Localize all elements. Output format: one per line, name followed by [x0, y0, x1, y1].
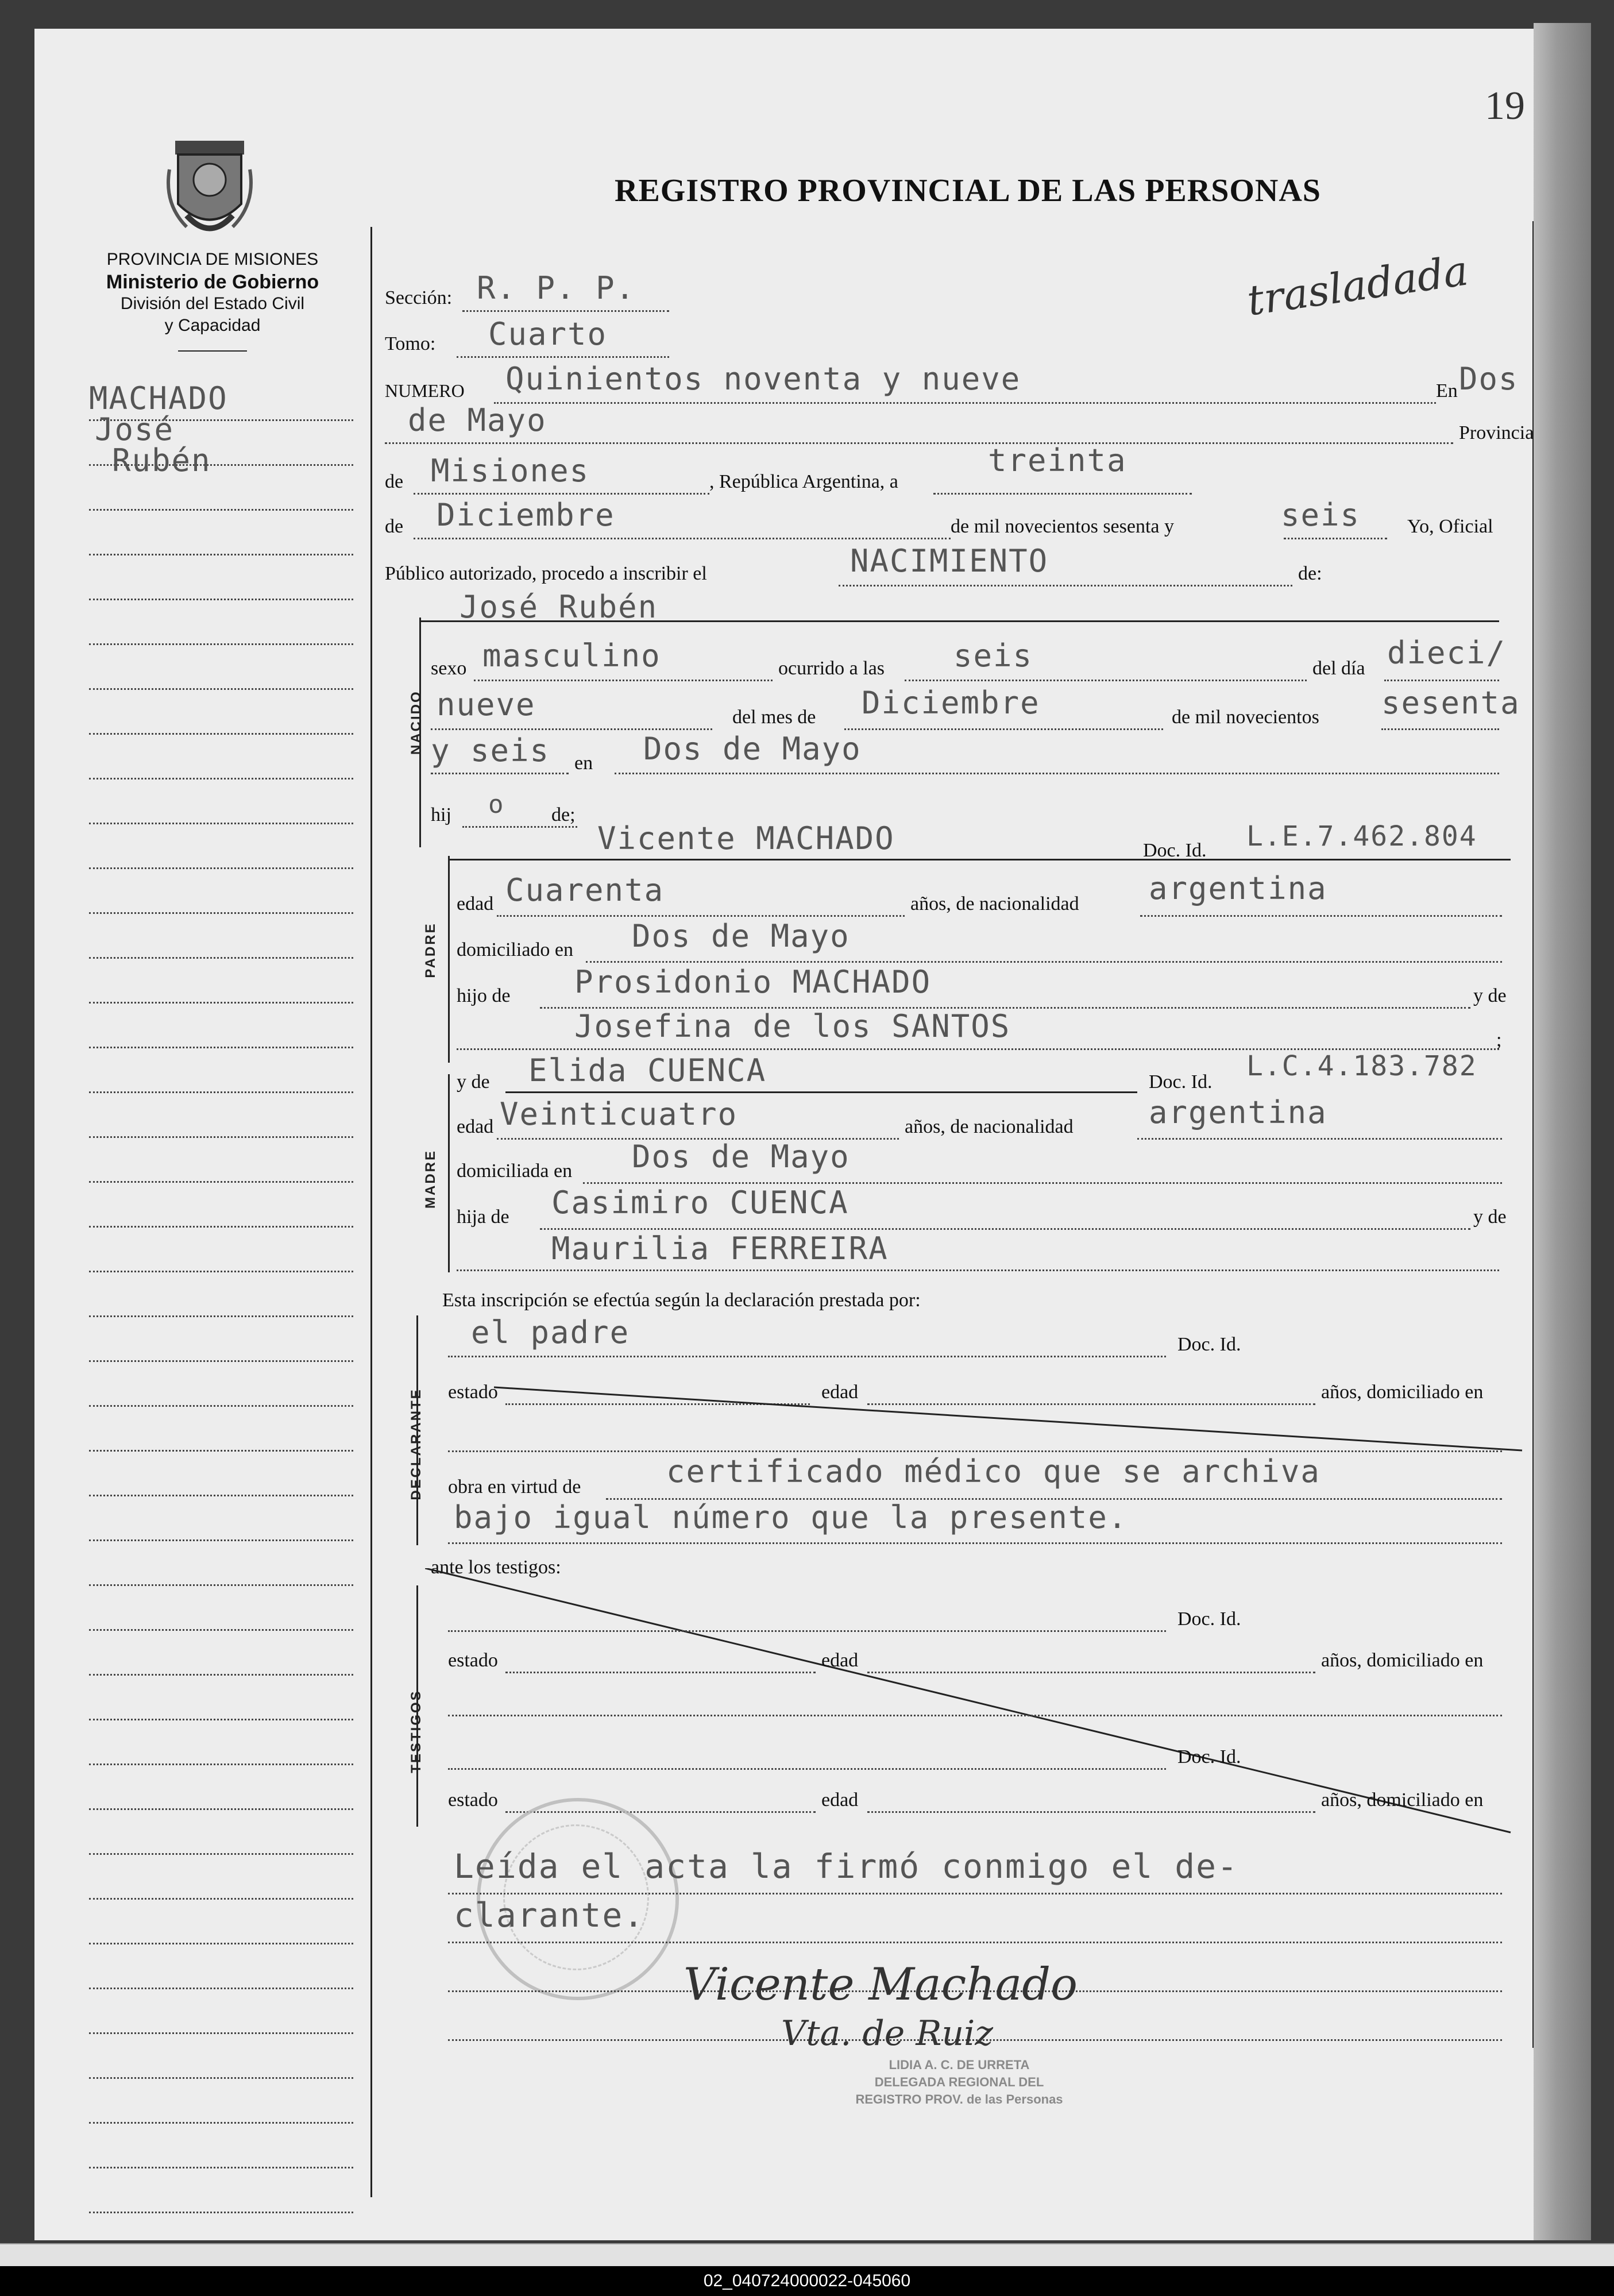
sexo-line [474, 680, 773, 681]
margin-rule [89, 778, 353, 780]
margin-rule [89, 509, 353, 511]
page-title: REGISTRO PROVINCIAL DE LAS PERSONAS [615, 173, 1321, 209]
testigo1-anios-label: años, domiciliado en [1321, 1650, 1484, 1671]
province-value: Misiones [431, 453, 590, 489]
madre-dom-line [583, 1182, 1502, 1184]
ministry-label: Ministerio de Gobierno [106, 271, 319, 293]
padre-edad-line [497, 915, 905, 917]
mil-label: de mil novecientos [1172, 707, 1319, 728]
numero-value: Quinientos noventa y nueve [505, 361, 1021, 397]
testigo1-edad-line [867, 1672, 1315, 1673]
page-bottom-edge [0, 2243, 1614, 2267]
margin-rule [89, 823, 353, 824]
testigo2-edad-line [867, 1811, 1315, 1813]
dia-line [1384, 680, 1499, 681]
margin-rule [89, 554, 353, 555]
margin-rule [89, 1898, 353, 1900]
margin-rule [89, 599, 353, 600]
margin-rule [89, 1226, 353, 1228]
padre-dom-value: Dos de Mayo [632, 918, 850, 954]
de-colon-label: de: [1298, 563, 1322, 584]
tomo-value: Cuarto [488, 316, 608, 352]
book-spine [1534, 23, 1591, 2240]
numero-label: NUMERO [385, 380, 465, 401]
testigo2-estado-label: estado [448, 1789, 498, 1811]
register-page [34, 29, 1534, 2240]
testigo1-name-line [448, 1630, 1166, 1632]
margin-second-name: Rubén [112, 442, 211, 479]
sexo-label: sexo [431, 658, 467, 679]
margin-rule [89, 1181, 353, 1183]
declarante-extra-line [448, 1450, 1502, 1452]
margin-rule [89, 1584, 353, 1586]
padre-dom-line [586, 961, 1502, 963]
official-stamp-line-2: DELEGADA REGIONAL DEL [874, 2075, 1044, 2089]
nacido-section-label: NACIDO [408, 690, 424, 755]
madre-hija-line [540, 1228, 1470, 1230]
madre-madre-value: Maurilia FERREIRA [551, 1230, 889, 1267]
de-label-2: de [385, 516, 404, 537]
lugar-value: Dos de Mayo [643, 731, 862, 767]
margin-rule [89, 1091, 353, 1093]
year-label: de mil novecientos sesenta y [951, 516, 1175, 537]
madre-yde-label: y de [457, 1071, 490, 1093]
tomo-label: Tomo: [385, 333, 436, 354]
madre-section-label: MADRE [423, 1149, 438, 1209]
padre-edad-value: Cuarenta [505, 872, 665, 908]
margin-rule [89, 867, 353, 869]
hora-value: seis [953, 638, 1033, 674]
en-value-cont: de Mayo [408, 402, 547, 438]
testigo2-doc-label: Doc. Id. [1177, 1746, 1241, 1768]
margin-rule [89, 1315, 353, 1317]
province-line [414, 493, 709, 495]
margin-rule [89, 1988, 353, 1989]
closing-line-1 [448, 1893, 1502, 1894]
anio-cont-line [431, 773, 569, 774]
form-left-border [370, 227, 372, 2197]
margin-rule [89, 1271, 353, 1272]
testigo2-anios-label: años, domiciliado en [1321, 1789, 1484, 1811]
padre-left-border [448, 856, 450, 1063]
hij-de-label: de; [551, 804, 576, 825]
margin-rule [89, 1719, 353, 1720]
closing-line-2 [448, 1942, 1502, 1943]
margin-rule [89, 1674, 353, 1676]
place-line [385, 442, 1453, 444]
declarante-anios-label: años, domiciliado en [1321, 1382, 1484, 1403]
declarante-crossout [494, 1384, 1528, 1453]
margin-rule [89, 1405, 353, 1407]
margin-rule [89, 1002, 353, 1004]
madre-left-border [448, 1074, 450, 1272]
declarante-intro: Esta inscripción se efectúa según la declaración prestada por: [442, 1290, 921, 1311]
ocurrido-label: ocurrido a las [778, 658, 885, 679]
tomo-line [457, 356, 669, 358]
padre-nac-label: años, de nacionalidad [910, 893, 1079, 914]
margin-rule [89, 1360, 353, 1362]
image-caption: 02_040724000022-045060 [0, 2266, 1614, 2296]
province-label: PROVINCIA DE MISIONES [106, 250, 319, 269]
month-line [414, 538, 951, 539]
official-signature: Vta. de Ruiz [781, 2013, 993, 2054]
padre-dom-label: domiciliado en [457, 939, 574, 960]
padre-doc-value: L.E.7.462.804 [1246, 820, 1477, 852]
division-label: División del Estado Civil [120, 294, 305, 313]
en-label: En [1436, 380, 1458, 402]
declarante-estado-label: estado [448, 1382, 498, 1403]
margin-rule [89, 1047, 353, 1048]
margin-rule [89, 1853, 353, 1855]
obra-value-cont: bajo igual número que la presente. [454, 1499, 1128, 1535]
padre-doc-label: Doc. Id. [1143, 840, 1207, 861]
padre-section-label: PADRE [423, 922, 438, 978]
dia-value-cont: nueve [437, 686, 536, 723]
margin-rule [89, 733, 353, 735]
margin-rule [89, 1495, 353, 1496]
coat-of-arms-icon [164, 135, 256, 244]
margin-rule [89, 2122, 353, 2124]
margin-surname: MACHADO [89, 380, 228, 416]
madre-edad-value: Veinticuatro [500, 1096, 738, 1132]
de-label-1: de [385, 471, 404, 492]
obra-value: certificado médico que se archiva [666, 1453, 1320, 1489]
obra-label: obra en virtud de [448, 1476, 581, 1498]
margin-rule [89, 2077, 353, 2079]
seccion-label: Sección: [385, 287, 453, 308]
margin-rule [89, 1539, 353, 1541]
obra-cont-line [448, 1542, 1502, 1544]
anio-line [1381, 728, 1499, 730]
dia-value: dieci/ [1387, 635, 1507, 671]
margin-rule [89, 688, 353, 690]
testigo1-estado-line [505, 1672, 816, 1673]
day-value: treinta [988, 442, 1127, 479]
margin-rule [89, 1764, 353, 1765]
padre-nac-value: argentina [1149, 870, 1327, 906]
del-dia-label: del día [1312, 658, 1365, 679]
testigos-section-label: TESTIGOS [408, 1689, 424, 1773]
margin-rule [89, 2167, 353, 2168]
sexo-value: masculino [482, 638, 661, 674]
margin-rule [89, 1629, 353, 1631]
hij-line [462, 826, 577, 828]
declarante-section-label: DECLARANTE [408, 1388, 424, 1500]
declarante-doc-label: Doc. Id. [1177, 1334, 1241, 1355]
seccion-value: R. P. P. [477, 270, 636, 306]
hij-label: hij [431, 804, 451, 825]
year-value: seis [1281, 497, 1361, 533]
madre-edad-label: edad [457, 1116, 494, 1137]
madre-doc-label: Doc. Id. [1149, 1071, 1213, 1093]
dia-cont-line [431, 728, 712, 730]
margin-rule [89, 643, 353, 645]
form-right-border [1532, 221, 1534, 2048]
padre-nac-line [1140, 915, 1502, 917]
declarant-signature: Vicente Machado [684, 1959, 1078, 2011]
oficial-label: Yo, Oficial [1407, 516, 1493, 537]
declarante-edad-label: edad [821, 1382, 859, 1403]
mes-line [844, 728, 1163, 730]
year-line [1284, 538, 1387, 539]
publico-label: Público autorizado, procedo a inscribir el [385, 563, 707, 584]
margin-rule [89, 1943, 353, 1944]
margin-rule [89, 912, 353, 914]
anio-value-cont: y seis [431, 732, 550, 769]
padre-name: Vicente MACHADO [597, 820, 895, 856]
act-value: NACIMIENTO [850, 543, 1049, 579]
madre-top-line [505, 1091, 1137, 1093]
madre-nac-label: años, de nacionalidad [905, 1116, 1074, 1137]
hora-line [905, 680, 1307, 681]
margin-rule [89, 1450, 353, 1452]
madre-yde2-label: y de [1473, 1206, 1507, 1228]
testigo1-edad-label: edad [821, 1650, 859, 1671]
margin-given-name: José [95, 411, 175, 447]
lugar-line [615, 773, 1499, 774]
closing-text-1: Leída el acta la firmó conmigo el de- [454, 1847, 1239, 1886]
month-value: Diciembre [437, 497, 615, 533]
act-line [839, 585, 1292, 586]
hij-value: o [488, 790, 505, 819]
mes-value: Diciembre [862, 685, 1040, 721]
closing-text-2: clarante. [454, 1896, 645, 1935]
declarante-name: el padre [471, 1314, 630, 1350]
day-line [933, 493, 1192, 495]
anio-value: sesenta [1381, 685, 1520, 721]
margin-rule [89, 1808, 353, 1810]
padre-madre-value: Josefina de los SANTOS [574, 1008, 1011, 1044]
madre-doc-value: L.C.4.183.782 [1246, 1050, 1477, 1082]
numero-line [494, 402, 1436, 404]
en-value: Dos [1459, 361, 1519, 397]
seccion-line [462, 310, 669, 312]
testigo2-edad-label: edad [821, 1789, 859, 1811]
header-divider [178, 350, 247, 352]
madre-dom-value: Dos de Mayo [632, 1139, 850, 1175]
padre-hijo-value: Prosidonio MACHADO [574, 964, 932, 1000]
page-number: 19 [1485, 84, 1525, 128]
madre-madre-line [457, 1269, 1499, 1271]
madre-nac-value: argentina [1149, 1094, 1327, 1130]
transferred-annotation: trasladada [1244, 246, 1472, 325]
testigo2-name-line [448, 1768, 1166, 1770]
madre-hija-label: hija de [457, 1206, 509, 1228]
nacido-name: José Rubén [460, 589, 658, 625]
capacity-label: y Capacidad [164, 316, 261, 335]
en-place-label: en [574, 753, 593, 774]
official-stamp-line-3: REGISTRO PROV. de las Personas [855, 2092, 1063, 2106]
madre-nac-line [1137, 1138, 1502, 1140]
testigos-ante-label: ante los testigos: [431, 1557, 561, 1578]
official-stamp-line-1: LIDIA A. C. DE URRETA [889, 2058, 1030, 2072]
testigo1-extra-line [448, 1715, 1502, 1716]
testigo1-estado-label: estado [448, 1650, 498, 1671]
padre-semicolon: ; [1496, 1029, 1502, 1051]
declarante-name-line [448, 1356, 1166, 1357]
margin-rule [89, 2032, 353, 2034]
margin-rule [89, 2212, 353, 2213]
padre-yde-label: y de [1473, 985, 1507, 1006]
margin-rule [89, 957, 353, 959]
margin-rule [89, 1136, 353, 1138]
madre-name: Elida CUENCA [528, 1052, 767, 1089]
provincia-label: Provincia [1459, 422, 1534, 443]
padre-top-line [448, 859, 1511, 860]
madre-dom-label: domiciliada en [457, 1160, 573, 1182]
padre-edad-label: edad [457, 893, 494, 914]
del-mes-label: del mes de [732, 707, 816, 728]
testigo1-doc-label: Doc. Id. [1177, 1608, 1241, 1630]
republica-label: , República Argentina, a [709, 471, 898, 492]
madre-hija-value: Casimiro CUENCA [551, 1184, 849, 1221]
padre-hijo-label: hijo de [457, 985, 511, 1006]
